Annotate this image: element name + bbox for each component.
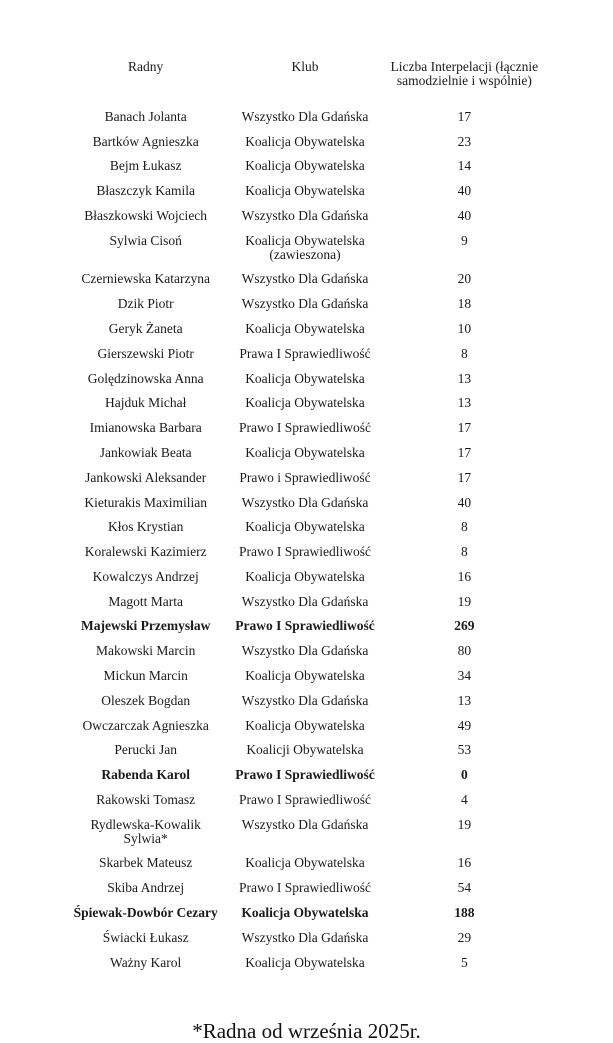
klub-cell	[225, 204, 384, 229]
klub-label: Prawa I Sprawiedliwość	[239, 345, 371, 361]
klub-label: Wszystko Dla Gdańska	[241, 593, 369, 609]
interpelacje-count-cell: 29	[457, 929, 472, 945]
radny-name-cell: Kłos Krystian	[107, 519, 184, 535]
table-row	[66, 614, 544, 639]
interpelacje-count-cell: 16	[457, 855, 472, 871]
table-row	[66, 950, 544, 975]
klub-label: Koalicja Obywatelska	[245, 717, 365, 733]
radny-name-cell: Banach Jolanta	[104, 108, 187, 124]
interpelacje-count-cell: 13	[457, 692, 472, 708]
column-header-liczba-line1: Liczba Interpelacji (łącznie	[390, 59, 539, 75]
radny-name-cell: Dzik Piotr	[117, 296, 174, 312]
radny-name-cell: Rabenda Karol	[101, 767, 190, 783]
table-row	[66, 787, 544, 812]
klub-cell	[225, 416, 384, 441]
klub-label: Koalicja Obywatelska	[241, 905, 369, 920]
radny-name-cell: Magott Marta	[108, 593, 183, 609]
radny-name-cell: Błaszczyk Kamila	[96, 183, 195, 199]
interpelacje-count-cell: 4	[460, 791, 468, 807]
klub-label: Wszystko Dla Gdańska	[241, 207, 369, 223]
column-header-liczba-interpelacji	[385, 55, 544, 104]
radny-name-cell: Ważny Karol	[110, 954, 182, 970]
radny-name-cell: Perucki Jan	[114, 742, 177, 758]
klub-label: Koalicja Obywatelska	[245, 444, 365, 460]
klub-cell	[225, 688, 384, 713]
klub-label: Wszystko Dla Gdańska	[241, 816, 369, 832]
table-row	[66, 851, 544, 876]
klub-label: Koalicja Obywatelska	[245, 395, 365, 411]
interpelacje-count-cell: 14	[457, 158, 472, 174]
klub-cell	[225, 490, 384, 515]
interpelacje-count-cell: 9	[460, 232, 468, 248]
table-row	[66, 515, 544, 540]
footnote: *Radna od września 2025r.	[192, 1018, 421, 1043]
radny-name-cell: Bejm Łukasz	[109, 158, 182, 174]
klub-label: Wszystko Dla Gdańska	[241, 929, 369, 945]
interpelacje-count-cell: 17	[457, 420, 472, 436]
klub-label: Koalicja Obywatelska	[245, 158, 365, 174]
interpelacje-count-cell: 13	[457, 370, 472, 386]
interpelacje-count-cell: 23	[457, 133, 472, 149]
column-header-liczba-line2: samodzielnie i wspólnie)	[396, 73, 532, 89]
klub-cell	[225, 564, 384, 589]
radny-name-cell: Rakowski Tomasz	[96, 791, 196, 807]
klub-label: Koalicja Obywatelska	[245, 232, 365, 248]
radny-name-cell: Śpiewak-Dowbór Cezary	[73, 905, 218, 920]
klub-label: Koalicja Obywatelska	[245, 133, 365, 149]
klub-cell	[225, 104, 384, 129]
klub-cell	[225, 391, 384, 416]
klub-cell	[225, 851, 384, 876]
klub-label: Wszystko Dla Gdańska	[241, 108, 369, 124]
table-row	[66, 639, 544, 664]
interpelacje-count-cell: 80	[457, 643, 472, 659]
klub-label: Prawo I Sprawiedliwość	[239, 880, 371, 896]
radny-name-cell: Błaszkowski Wojciech	[84, 207, 208, 223]
klub-cell	[225, 441, 384, 466]
interpellations-table	[66, 55, 544, 975]
interpelacje-count-cell: 53	[457, 742, 472, 758]
table-row	[66, 876, 544, 901]
table-row	[66, 664, 544, 689]
klub-label: Prawo I Sprawiedliwość	[239, 420, 371, 436]
interpelacje-count-cell: 40	[457, 183, 472, 199]
klub-cell	[225, 179, 384, 204]
table-row	[66, 341, 544, 366]
radny-name-cell: Golędzinowska Anna	[87, 370, 204, 386]
table-row	[66, 763, 544, 788]
table-header-row	[66, 55, 544, 104]
klub-cell	[225, 129, 384, 154]
klub-cell	[225, 664, 384, 689]
interpelacje-count-cell: 19	[457, 593, 472, 609]
klub-cell	[225, 812, 384, 851]
klub-label: Wszystko Dla Gdańska	[241, 643, 369, 659]
radny-name-cell: Czerniewska Katarzyna	[81, 271, 210, 287]
klub-cell	[225, 925, 384, 950]
interpelacje-count-cell: 13	[457, 395, 472, 411]
klub-cell	[225, 589, 384, 614]
klub-label: Koalicja Obywatelska	[245, 855, 365, 871]
klub-label: Koalicja Obywatelska	[245, 321, 365, 337]
klub-cell	[225, 901, 384, 926]
klub-label: Prawo I Sprawiedliwość	[239, 791, 371, 807]
table-row	[66, 901, 544, 926]
radny-name-cell: Jankowski Aleksander	[85, 469, 207, 485]
interpelacje-count-cell: 40	[457, 207, 472, 223]
klub-cell	[225, 267, 384, 292]
radny-name-cell: Rydlewska-Kowalik Sylwia*	[90, 816, 201, 846]
interpelacje-count-cell: 54	[457, 880, 472, 896]
table-row	[66, 540, 544, 565]
column-header-radny: Radny	[128, 59, 164, 75]
table-row	[66, 713, 544, 738]
klub-label: Koalicja Obywatelska	[245, 667, 365, 683]
table-row	[66, 292, 544, 317]
klub-label: Koalicji Obywatelska	[246, 742, 364, 758]
interpelacje-count-cell: 17	[457, 444, 472, 460]
table-row	[66, 564, 544, 589]
table-row	[66, 179, 544, 204]
klub-cell	[225, 341, 384, 366]
interpelacje-count-cell: 0	[460, 767, 468, 783]
radny-name-cell: Kieturakis Maximilian	[84, 494, 207, 510]
klub-label: Wszystko Dla Gdańska	[241, 271, 369, 287]
interpelacje-count-cell: 34	[457, 667, 472, 683]
klub-label: Prawo I Sprawiedliwość	[235, 767, 375, 783]
radny-name-cell: Sylwia Cisoń	[109, 232, 182, 248]
radny-name-cell: Imianowska Barbara	[89, 420, 202, 436]
klub-cell	[225, 465, 384, 490]
table-row	[66, 204, 544, 229]
interpelacje-count-cell: 8	[460, 544, 468, 560]
klub-cell	[225, 950, 384, 975]
table-row	[66, 589, 544, 614]
klub-cell	[225, 366, 384, 391]
klub-label: Wszystko Dla Gdańska	[241, 296, 369, 312]
interpelacje-count-cell: 10	[457, 321, 472, 337]
table-row	[66, 465, 544, 490]
table-row	[66, 104, 544, 129]
klub-label: Koalicja Obywatelska	[245, 568, 365, 584]
interpelacje-count-cell: 19	[457, 816, 472, 832]
klub-cell	[225, 876, 384, 901]
table-row	[66, 267, 544, 292]
interpelacje-count-cell: 18	[457, 296, 472, 312]
radny-name-cell: Majewski Przemysław	[80, 618, 211, 634]
klub-label: Prawo I Sprawiedliwość	[239, 544, 371, 560]
klub-label: Wszystko Dla Gdańska	[241, 692, 369, 708]
radny-name-cell: Bartków Agnieszka	[92, 133, 199, 149]
klub-cell	[225, 787, 384, 812]
radny-name-cell: Koralewski Kazimierz	[84, 544, 207, 560]
table-row	[66, 490, 544, 515]
klub-cell	[225, 154, 384, 179]
table-row	[66, 317, 544, 342]
klub-cell	[225, 738, 384, 763]
klub-label: Koalicja Obywatelska	[245, 519, 365, 535]
klub-label: Wszystko Dla Gdańska	[241, 494, 369, 510]
klub-cell	[225, 540, 384, 565]
radny-name-cell: Hajduk Michał	[104, 395, 187, 411]
table-row	[66, 366, 544, 391]
table-row	[66, 154, 544, 179]
interpelacje-count-cell: 188	[454, 905, 475, 920]
klub-cell	[225, 763, 384, 788]
klub-cell	[225, 639, 384, 664]
radny-name-cell: Gierszewski Piotr	[97, 345, 194, 361]
interpelacje-count-cell: 269	[454, 618, 475, 634]
interpelacje-count-cell: 17	[457, 469, 472, 485]
table-row	[66, 416, 544, 441]
radny-name-cell: Skiba Andrzej	[107, 880, 185, 896]
klub-cell	[225, 713, 384, 738]
klub-label: Koalicja Obywatelska	[245, 370, 365, 386]
column-header-klub: Klub	[291, 59, 319, 75]
klub-cell	[225, 515, 384, 540]
klub-cell	[225, 292, 384, 317]
table-row	[66, 738, 544, 763]
table-row	[66, 441, 544, 466]
table-row	[66, 228, 544, 267]
radny-name-cell: Owczarczak Agnieszka	[82, 717, 209, 733]
table-row	[66, 688, 544, 713]
interpelacje-count-cell: 8	[460, 345, 468, 361]
klub-cell	[225, 228, 384, 267]
radny-name-cell: Makowski Marcin	[95, 643, 196, 659]
table-row	[66, 812, 544, 851]
table-row	[66, 129, 544, 154]
radny-name-cell: Skarbek Mateusz	[98, 855, 193, 871]
interpelacje-count-cell: 40	[457, 494, 472, 510]
interpelacje-count-cell: 20	[457, 271, 472, 287]
klub-label: Koalicja Obywatelska	[245, 954, 365, 970]
klub-label: Prawo I Sprawiedliwość	[235, 618, 375, 634]
klub-cell	[225, 614, 384, 639]
radny-name-cell: Jankowiak Beata	[99, 444, 192, 460]
interpelacje-count-cell: 8	[460, 519, 468, 535]
interpelacje-count-cell: 17	[457, 108, 472, 124]
radny-name-cell: Świacki Łukasz	[102, 929, 189, 945]
klub-label: Koalicja Obywatelska	[245, 183, 365, 199]
interpelacje-count-cell: 5	[460, 954, 468, 970]
radny-name-cell: Kowalczys Andrzej	[92, 568, 199, 584]
klub-note: (zawieszona)	[269, 246, 341, 262]
table-row	[66, 391, 544, 416]
interpelacje-count-cell: 49	[457, 717, 472, 733]
klub-label: Prawo i Sprawiedliwość	[239, 469, 371, 485]
table-body	[66, 104, 544, 975]
interpelacje-count-cell: 16	[457, 568, 472, 584]
klub-cell	[225, 317, 384, 342]
radny-name-cell: Mickun Marcin	[103, 667, 188, 683]
table-row	[66, 925, 544, 950]
radny-name-cell: Oleszek Bogdan	[101, 692, 191, 708]
radny-name-cell: Geryk Żaneta	[108, 321, 183, 337]
